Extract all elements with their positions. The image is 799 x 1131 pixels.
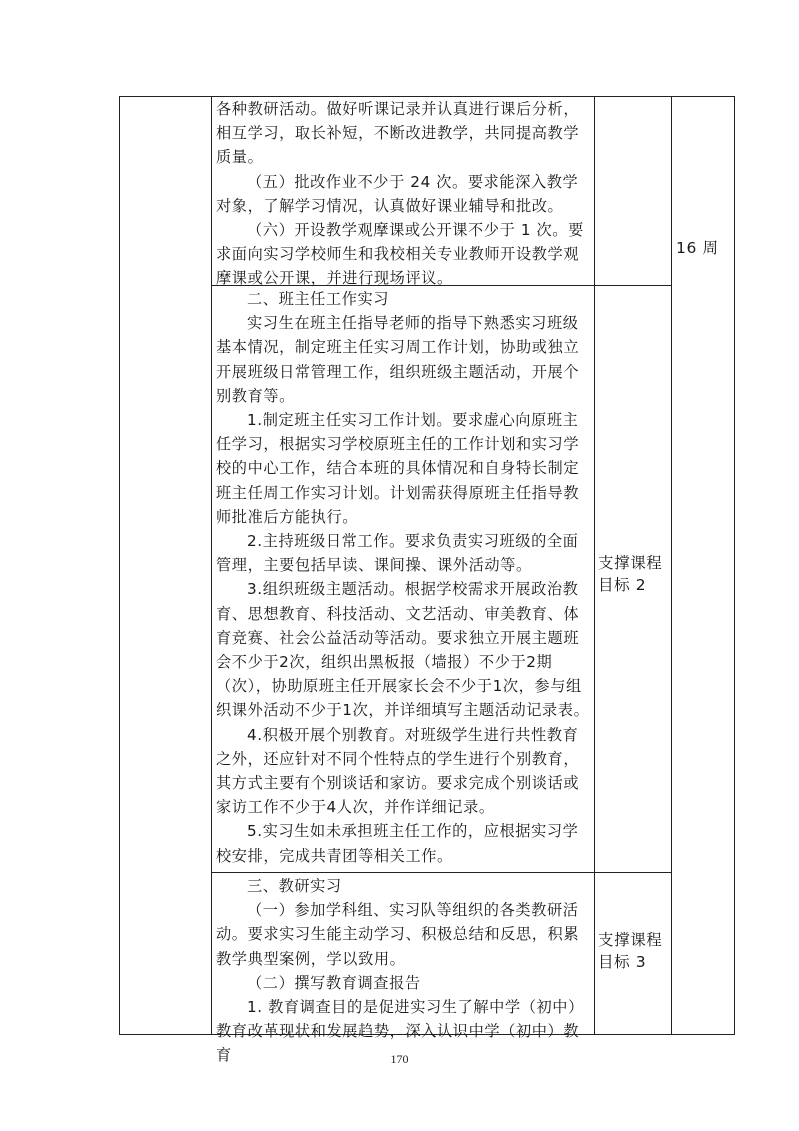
support-goal-cell: 支撑课程目标 3	[598, 931, 663, 971]
paragraph: 3.组织班级主题活动。根据学校需求开展政治教育、思想教育、科技活动、文艺活动、审美教育、体育竞赛、社会公益活动等活动。要求独立开展主题班会不少于2次，组织出黑板报（墙报）不少于2期（次），协助原班主任开展家长会不少于1次，参与组织课外活动不少于1次，并详细填写主题活动记录表。	[216, 580, 590, 720]
duration-cell: 16 周	[676, 239, 719, 257]
paragraph: （一）参加学科组、实习队等组织的各类教研活动。要求实习生能主动学习、积极总结和反思，积累教学典型案例，学以致用。	[216, 901, 580, 968]
paragraph: 5.实习生如未承担班主任工作的，应根据实习学校安排，完成共青团等相关工作。	[216, 822, 579, 865]
paragraph: 2.主持班级日常工作。要求负责实习班级的全面管理，主要包括早读、课间操、课外活动等。	[216, 532, 579, 575]
paragraph: 1.制定班主任实习工作计划。要求虚心向原班主任学习，根据实习学校原班主任的工作计划和实习学校的中心工作，结合本班的具体情况和自身特长制定班主任周工作实习计划。计划需获得原班主任指导教师批准后方能执行。	[216, 411, 580, 526]
paragraph: 4.积极开展个别教育。对班级学生进行共性教育之外，还应针对不同个性特点的学生进行个别教育，其方式主要有个别谈话和家访。要求完成个别谈话或家访工作不少于4人次，并作详细记录。	[216, 725, 580, 817]
table-border-right	[734, 96, 735, 1035]
paragraph: （六）开设教学观摩课或公开课不少于 1 次。要求面向实习学校师生和我校相关专业教师开设教学观摩课或公开课，并进行现场评议。	[216, 221, 584, 288]
column-divider	[211, 96, 212, 1035]
paragraph: （五）批改作业不少于 24 次。要求能深入教学对象，了解学习情况，认真做好课业辅导和批改。	[216, 172, 579, 215]
section-heading: 三、教研实习	[247, 877, 342, 895]
table-border-left	[119, 96, 120, 1035]
support-goal-cell: 支撑课程目标 2	[598, 554, 663, 594]
column-divider	[671, 96, 672, 1035]
content-cell	[216, 874, 592, 1068]
paragraph: （二）撰写教育调查报告	[247, 973, 421, 992]
row-divider	[211, 872, 672, 873]
column-divider	[594, 96, 595, 1035]
paragraph: 实习生在班主任指导老师的指导下熟悉实习班级基本情况，制定班主任实习周工作计划，协助或独立开展班级日常管理工作，组织班级主题活动，开展个别教育等。	[216, 314, 580, 405]
paragraph: 各种教研活动。做好听课记录并认真进行课后分析，相互学习，取长补短，不断改进教学，共同提高教学质量。	[216, 100, 580, 167]
page-number: 170	[390, 1052, 409, 1066]
content-cell	[216, 287, 592, 868]
paragraph: 1. 教育调查目的是促进实习生了解中学（初中）教育改革现状和发展趋势，深入认识中学（初中）教育	[216, 998, 584, 1065]
section-heading: 二、班主任工作实习	[247, 290, 390, 308]
content-cell	[216, 97, 592, 291]
